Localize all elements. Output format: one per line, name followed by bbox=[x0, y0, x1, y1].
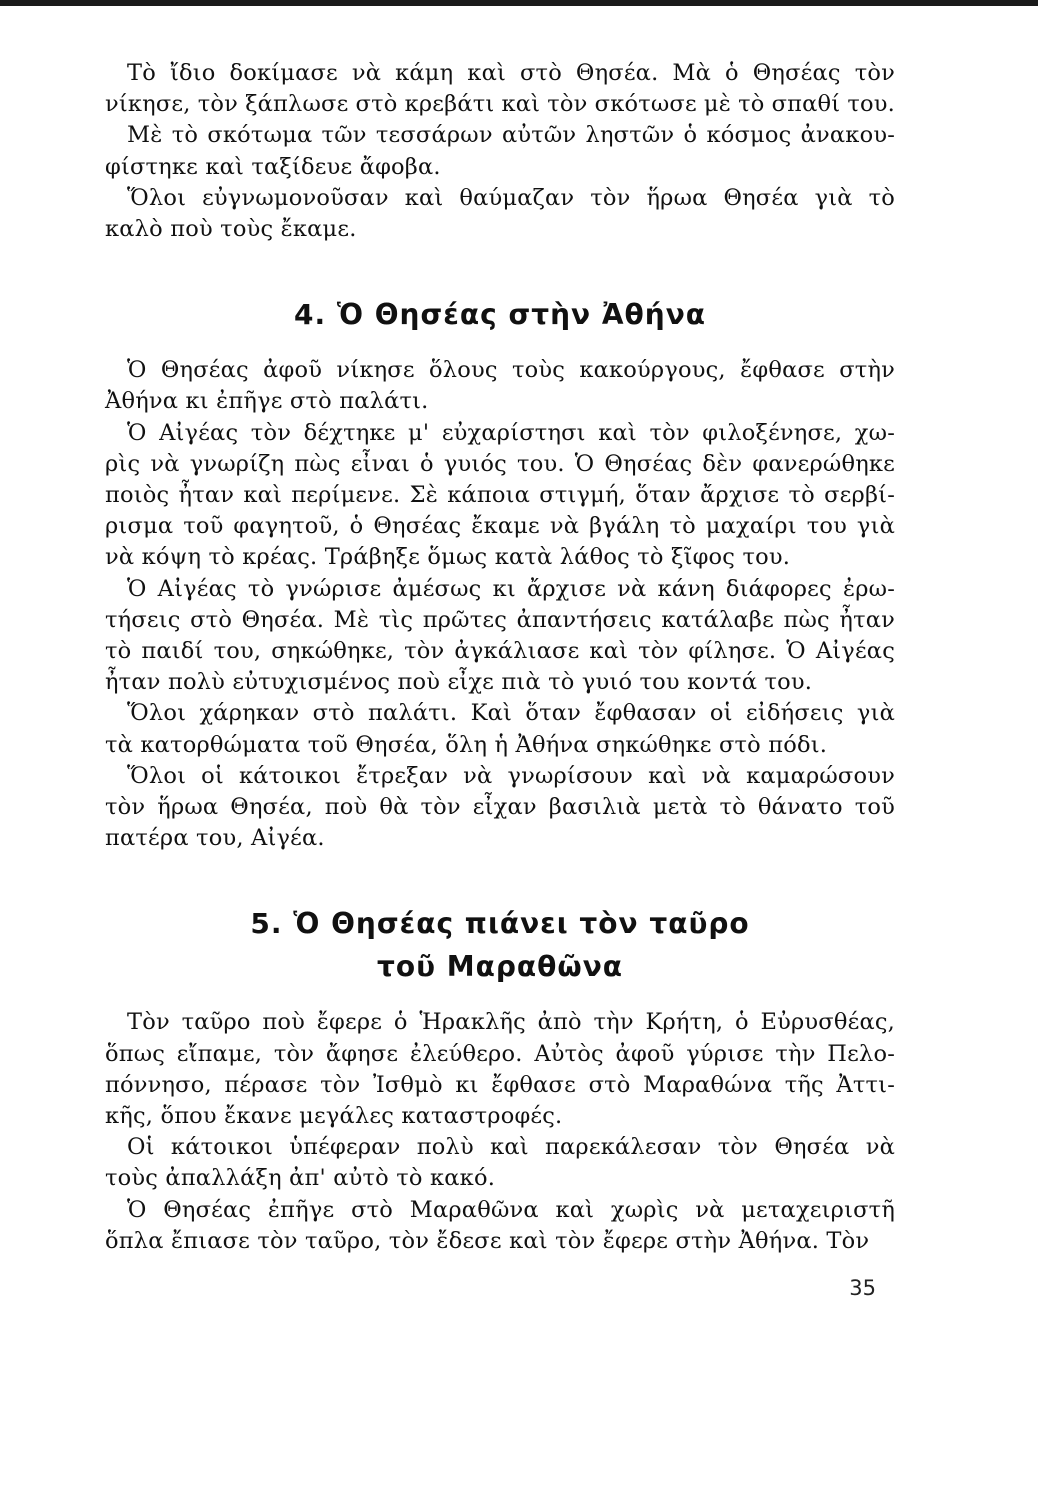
text-line: τοὺς ἀπαλλάξη ἀπ' αὐτὸ τὸ κακό. bbox=[105, 1165, 496, 1192]
text-line: πόννησο, πέρασε τὸν Ἰσθμὸ κι ἔφθασε στὸ Μαραθώνα τῆς Ἀττι- bbox=[105, 1071, 895, 1098]
text-line: Ὅλοι οἱ κάτοικοι ἔτρεξαν νὰ γνωρίσουν καὶ νὰ καμαρώσουν bbox=[127, 762, 895, 789]
scan-top-edge bbox=[0, 0, 1038, 6]
paragraph bbox=[105, 574, 895, 699]
text-line: κῆς, ὅπου ἔκανε μεγάλες καταστροφές. bbox=[105, 1103, 563, 1130]
section-heading-1 bbox=[105, 293, 895, 336]
text-line: τοῦ Μαραθῶνα bbox=[376, 950, 624, 984]
paragraph bbox=[105, 183, 895, 245]
book-page bbox=[105, 58, 895, 1257]
text-line: ποιὸς ἦταν καὶ περίμενε. Σὲ κάποια στιγμή, ὅταν ἄρχισε τὸ σερβί- bbox=[105, 482, 895, 509]
text-line: φίστηκε καὶ ταξίδευε ἄφοβα. bbox=[105, 153, 441, 180]
text-line: Τὸ ἴδιο δοκίμασε νὰ κάμη καὶ στὸ Θησέα. Μὰ ὁ Θησέας τὸν bbox=[127, 60, 895, 86]
paragraph bbox=[105, 418, 895, 574]
paragraph bbox=[105, 1132, 895, 1194]
text-line: τὰ κατορθώματα τοῦ Θησέα, ὅλη ἡ Ἀθήνα σηκώθηκε στὸ πόδι. bbox=[105, 731, 828, 758]
paragraph bbox=[105, 120, 895, 182]
text-line: ὅπως εἴπαμε, τὸν ἄφησε ἐλεύθερο. Αὐτὸς ἀφοῦ γύρισε τὴν Πελο- bbox=[105, 1040, 895, 1067]
text-line: ὅπλα ἔπιασε τὸν ταῦρο, τὸν ἔδεσε καὶ τὸν ἔφερε στὴν Ἀθήνα. Τὸν bbox=[105, 1227, 870, 1254]
text-line: πατέρα του, Αἰγέα. bbox=[105, 825, 325, 852]
text-line: ἦταν πολὺ εὐτυχισμένος ποὺ εἶχε πιὰ τὸ γυιό του κοντά του. bbox=[105, 669, 813, 696]
paragraph bbox=[105, 58, 895, 120]
text-line: Ὁ Θησέας ἀφοῦ νίκησε ὅλους τοὺς κακούργους, ἔφθασε στὴν bbox=[127, 357, 895, 384]
text-line: Ὁ Θησέας ἐπῆγε στὸ Μαραθῶνα καὶ χωρὶς νὰ μεταχειριστῆ bbox=[127, 1196, 895, 1223]
page-number: 35 bbox=[849, 1276, 876, 1300]
text-line: ρισμα τοῦ φαγητοῦ, ὁ Θησέας ἔκαμε νὰ βγάλη τὸ μαχαίρι του γιὰ bbox=[105, 513, 895, 540]
text-line: Ἀθήνα κι ἐπῆγε στὸ παλάτι. bbox=[105, 388, 429, 415]
text-line: Ὁ Αἰγέας τὸ γνώρισε ἀμέσως κι ἄρχισε νὰ κάνη διάφορες ἐρω- bbox=[127, 575, 895, 602]
text-line: Ὁ Αἰγέας τὸν δέχτηκε μ' εὐχαρίστησι καὶ τὸν φιλοξένησε, χω- bbox=[127, 419, 895, 446]
paragraph bbox=[105, 1195, 895, 1257]
section-heading-2 bbox=[105, 902, 895, 988]
text-line: τήσεις στὸ Θησέα. Μὲ τὶς πρῶτες ἀπαντήσεις κατάλαβε πὼς ἦταν bbox=[105, 606, 895, 633]
text-line: τὸν ἥρωα Θησέα, ποὺ θὰ τὸν εἶχαν βασιλιὰ μετὰ τὸ θάνατο τοῦ bbox=[105, 794, 895, 821]
text-line: 4. Ὁ Θησέας στὴν Ἀθήνα bbox=[293, 298, 707, 332]
text-line: νίκησε, τὸν ξάπλωσε στὸ κρεβάτι καὶ τὸν σκότωσε μὲ τὸ σπαθί του. bbox=[105, 91, 895, 118]
text-line: 5. Ὁ Θησέας πιάνει τὸν ταῦρο bbox=[250, 907, 750, 941]
text-line: νὰ κόψη τὸ κρέας. Τράβηξε ὅμως κατὰ λάθος τὸ ξῖφος του. bbox=[105, 544, 791, 571]
text-line: τὸ παιδί του, σηκώθηκε, τὸν ἀγκάλιασε καὶ τὸν φίλησε. Ὁ Αἰγέας bbox=[105, 638, 895, 665]
text-line: ρὶς νὰ γνωρίζη πὼς εἶναι ὁ γυιός του. Ὁ Θησέας δὲν φανερώθηκε bbox=[105, 450, 895, 477]
text-line: Τὸν ταῦρο ποὺ ἔφερε ὁ Ἡρακλῆς ἀπὸ τὴν Κρήτη, ὁ Εὐρυσθέας, bbox=[127, 1009, 895, 1036]
paragraph bbox=[105, 355, 895, 417]
text-line: Ὅλοι χάρηκαν στὸ παλάτι. Καὶ ὅταν ἔφθασαν οἱ εἰδήσεις γιὰ bbox=[127, 700, 895, 727]
text-line: καλὸ ποὺ τοὺς ἔκαμε. bbox=[105, 216, 357, 243]
text-line: Μὲ τὸ σκότωμα τῶν τεσσάρων αὐτῶν ληστῶν ὁ κόσμος ἀνακου- bbox=[127, 122, 895, 149]
text-line: Ὅλοι εὐγνωμονοῦσαν καὶ θαύμαζαν τὸν ἥρωα Θησέα γιὰ τὸ bbox=[127, 184, 895, 211]
paragraph bbox=[105, 698, 895, 760]
paragraph bbox=[105, 1007, 895, 1132]
paragraph bbox=[105, 761, 895, 855]
text-line: Οἱ κάτοικοι ὑπέφεραν πολὺ καὶ παρεκάλεσαν τὸν Θησέα νὰ bbox=[127, 1134, 895, 1161]
